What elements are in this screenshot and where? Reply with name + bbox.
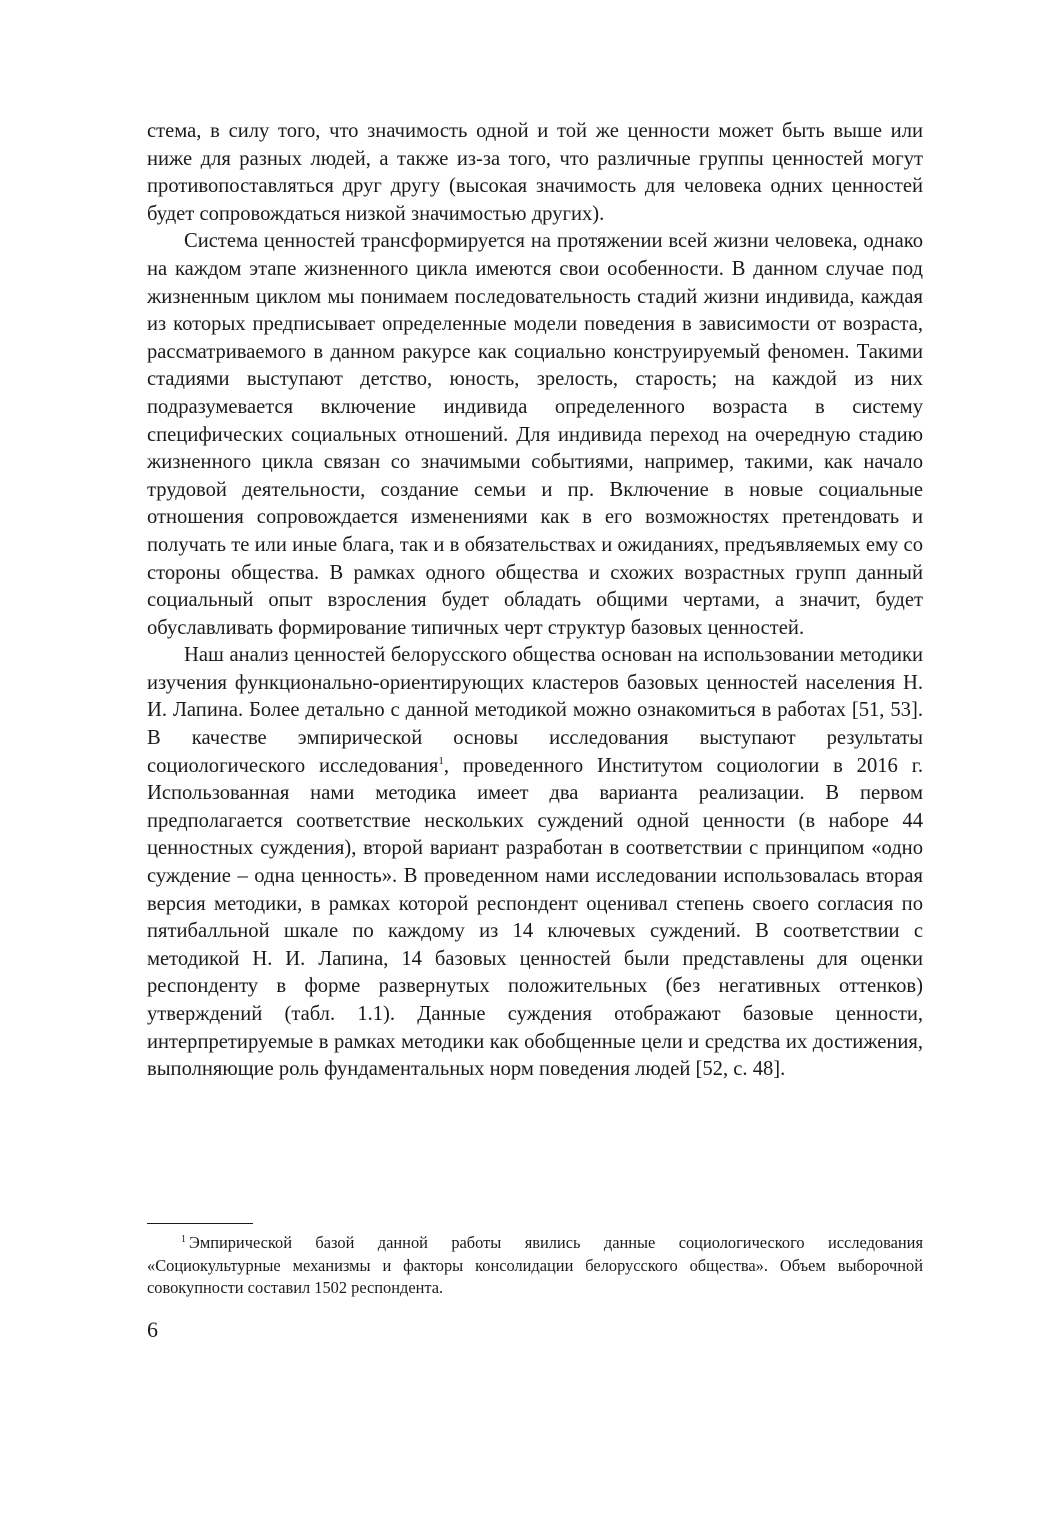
paragraph-1: стема, в силу того, что значимость одной и той же ценности может быть выше или ниже для разных людей, а также из-за того, что различные группы ценностей могут противопоставляться друг другу (высокая значимость для человека одних ценностей будет сопровождаться низкой значимостью других). xyxy=(147,120,923,225)
footnote-mark: 1 xyxy=(181,1233,186,1245)
footnote-divider xyxy=(147,1223,253,1224)
paragraph-3-text-before: Наш анализ ценностей белорусского общества основан на использовании методики изучения функционально-ориентирующих кластеров базовых ценностей населения Н. И. Лапина. Более детально с данной методикой можно ознакомиться в работах [51, 53]. В качестве эмпирической основы исследования выступают результаты социологического исследования xyxy=(147,644,923,777)
page-number: 6 xyxy=(147,1317,158,1342)
paragraph-3-text-after: , проведенного Институтом социологии в 2016 г. Использованная нами методика имеет два варианта реализации. В первом предполагается соответствие нескольких суждений одной ценности (в наборе 44 ценностных суждения), второй вариант разработан в соответствии с принципом «одно суждение – одна ценность». В проведенном нами исследовании использовалась вторая версия методики, в рамках которой респондент оценивал степень своего согласия по пятибалльной шкале по каждому из 14 ключевых суждений. В соответствии с методикой Н. И. Лапина, 14 базовых ценностей были представлены для оценки респонденту в форме развернутых положительных (без негативных оттенков) утверждений (табл. 1.1). Данные суждения отображают базовые ценности, интерпретируемые в рамках методики как обобщенные цели и средства их достижения, выполняющие роль фундаментальных норм поведения людей [52, с. 48]. xyxy=(147,754,923,1081)
page-body xyxy=(147,118,923,1084)
footnote-text: Эмпирической базой данной работы явились данные социологического исследования «Социокультурные механизмы и факторы консолидации белорусского общества». Объем выборочной совокупности составил 1502 респондента. xyxy=(147,1233,923,1297)
paragraph-2: Система ценностей трансформируется на протяжении всей жизни человека, однако на каждом этапе жизненного цикла имеются свои особенности. В данном случае под жизненным циклом мы понимаем последовательность стадий жизни индивида, каждая из которых предписывает определенные модели поведения в зависимости от возраста, рассматриваемого в данном ракурсе как социально конструируемый феномен. Такими стадиями выступают детство, юность, зрелость, старость; на каждой из них подразумевается включение индивида определенного возраста в систему специфических социальных отношений. Для индивида переход на очередную стадию жизненного цикла связан со значимыми событиями, например, такими, как начало трудовой деятельности, создание семьи и пр. Включение в новые социальные отношения сопровождается изменениями как в его возможностях претендовать и получать те или иные блага, так и в обязательствах и ожиданиях, предъявляемых ему со стороны общества. В рамках одного общества и схожих возрастных групп данный социальный опыт взросления будет обладать общими чертами, а значит, будет обуславливать формирование типичных черт структур базовых ценностей. xyxy=(147,230,923,639)
footnote xyxy=(147,1232,923,1300)
paragraph-3 xyxy=(147,642,923,1084)
footnote-reference[interactable]: 1 xyxy=(438,754,444,767)
